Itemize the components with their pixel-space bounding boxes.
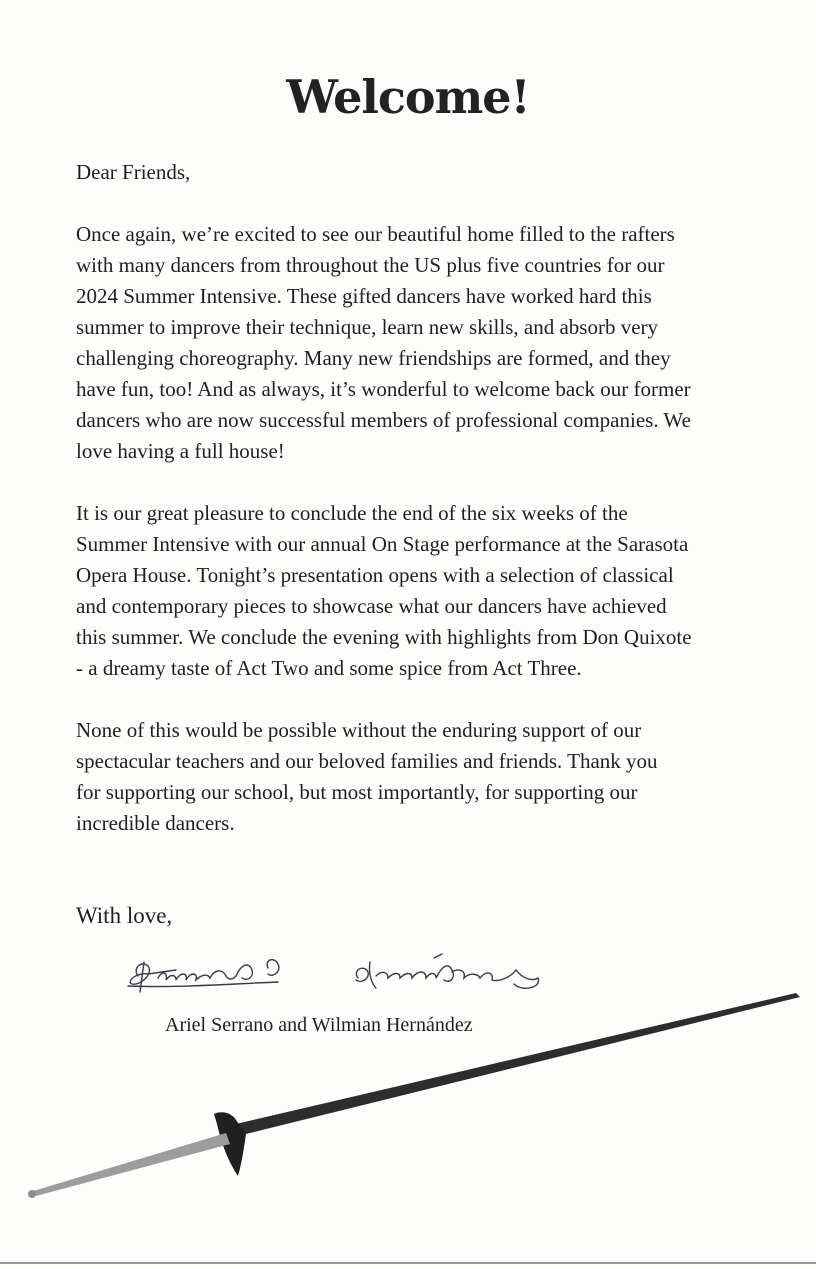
- paragraph-1: Once again, we’re excited to see our beautiful home filled to the rafters with many dancers from throughout the US plus five countries for our 2024 Summer Intensive. These gifted dancers have worked hard this summer to improve their technique, learn new skills, and absorb very challenging choreography. Many new friendships are formed, and they have fun, too! And as always, it’s wonderful to welcome back our former dancers who are now successful members of professional companies. We love having a full house!: [76, 222, 691, 463]
- letter-body: [76, 157, 756, 870]
- paragraph-3: None of this would be possible without the enduring support of our spectacular teachers and our beloved families and friends. Thank you for supporting our school, but most importantly, for supporting our incredible dancers.: [76, 718, 658, 835]
- paragraph-2: It is our great pleasure to conclude the end of the six weeks of the Summer Intensive with our annual On Stage performance at the Sarasota Opera House. Tonight’s presentation opens with a selection of classical and contemporary pieces to showcase what our dancers have achieved this summer. We conclude the evening with highlights from Don Quixote - a dreamy taste of Act Two and some spice from Act Three.: [76, 501, 692, 680]
- salutation: Dear Friends,: [76, 160, 191, 184]
- sword-handle: [28, 1133, 230, 1198]
- closing-line: With love,: [76, 903, 173, 928]
- sword-illustration: [0, 980, 816, 1220]
- signer-names: Ariel Serrano and Wilmian Hernández: [165, 1014, 473, 1036]
- sword-blade: [236, 993, 800, 1134]
- page-title: Welcome!: [286, 70, 530, 124]
- page-edge-divider: [0, 1262, 816, 1264]
